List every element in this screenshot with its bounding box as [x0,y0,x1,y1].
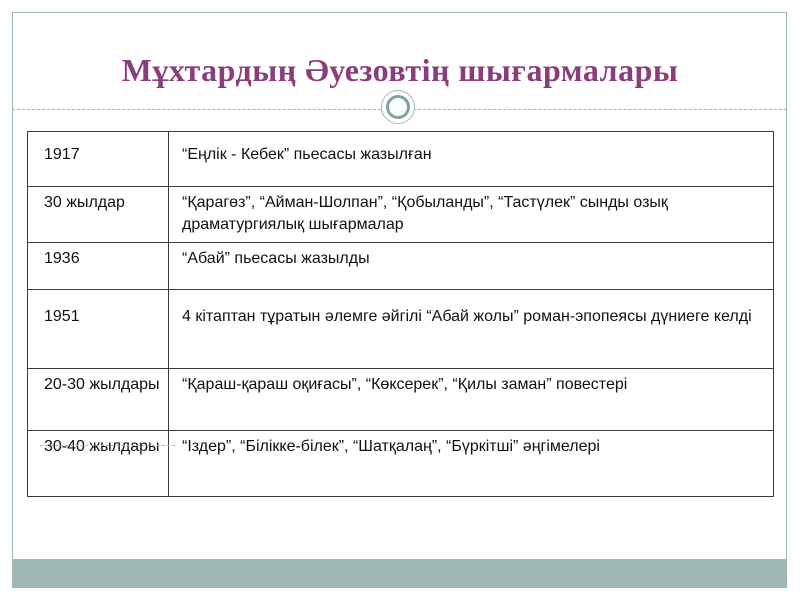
description-cell: “Қараш-қараш оқиғасы”, “Көксерек”, “Қилы заман” повестері [169,369,774,431]
table-row [28,290,774,369]
year-cell: 30 жылдар [28,187,169,243]
works-table [27,131,774,497]
description-cell: 4 кітаптан тұратын әлемге әйгілі “Абай жолы” роман-эпопеясы дүниеге келді [169,290,774,369]
table-row [28,187,774,243]
footer-bar [12,559,787,587]
year-cell: 30-40 жылдары [28,431,169,497]
table-row [28,132,774,187]
description-cell: “Абай” пьесасы жазылды [169,243,774,290]
decorative-dashed-line [40,445,175,446]
slide-title: Мұхтардың Әуезовтің шығармалары [121,52,679,88]
description-cell: “Қарагөз”, “Айман-Шолпан”, “Қобыланды”, “Тастүлек” сынды озық драматургиялық шығармалар [169,187,774,243]
year-cell: 20-30 жылдары [28,369,169,431]
table-row [28,243,774,290]
circle-ornament-icon [381,90,415,124]
year-cell: 1917 [28,132,169,187]
table-row [28,369,774,431]
year-cell: 1936 [28,243,169,290]
description-cell: “Еңлік - Кебек” пьесасы жазылған [169,132,774,187]
table-row [28,431,774,497]
year-cell: 1951 [28,290,169,369]
description-cell: “Іздер”, “Білікке-білек”, “Шатқалаң”, “Бүркітші” әңгімелері [169,431,774,497]
